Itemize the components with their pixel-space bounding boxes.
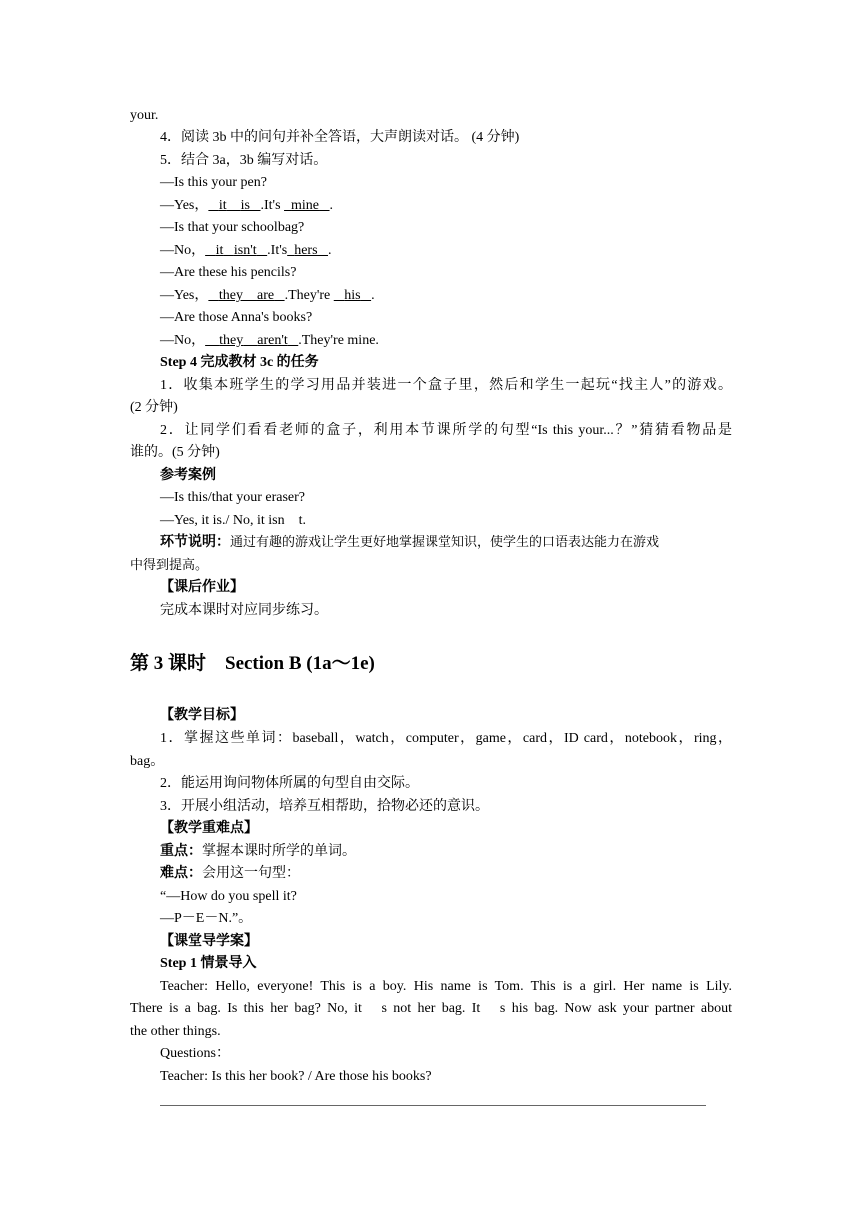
- step-heading: Step 1 情景导入: [160, 956, 257, 971]
- text-line: 1．收集本班学生的学习用品并装进一个盒子里，然后和学生一起玩“找主人”的游戏。: [160, 378, 732, 393]
- dialogue-line: —P－E－N.”。: [160, 911, 253, 926]
- dialogue-line: —Is that your schoolbag?: [160, 220, 305, 235]
- answer-blank: it is: [218, 198, 250, 213]
- answer-blank: mine: [291, 198, 320, 213]
- text-line: 谁的。(5 分钟): [130, 445, 220, 460]
- text-line: your.: [130, 108, 159, 123]
- text-line: Teacher: Hello, everyone! This is a boy. His name is Tom. This is a girl. Her name is Lily.: [160, 979, 732, 994]
- text-line: 完成本课时对应同步练习。: [160, 603, 328, 618]
- text-line: 难点：会用这一句型：: [160, 866, 300, 881]
- text-line: 3．开展小组活动，培养互相帮助，拾物必还的意识。: [160, 799, 489, 814]
- text-line: Teacher: Is this her book? / Are those his books?: [160, 1069, 432, 1084]
- text-line: 2．能运用询问物体所属的句型自由交际。: [160, 776, 419, 791]
- dialogue-line: —Yes， it is .It's mine .: [160, 198, 334, 213]
- text-line: 5．结合 3a，3b 编写对话。: [160, 153, 328, 168]
- text-line: the other things.: [130, 1024, 221, 1039]
- text-line: Questions：: [160, 1046, 230, 1061]
- text-line: bag。: [130, 754, 165, 769]
- text-line: 4．阅读 3b 中的问句并补全答语，大声朗读对话。 (4 分钟): [160, 130, 520, 145]
- note-line: 环节说明：通过有趣的游戏让学生更好地掌握课堂知识，使学生的口语表达能力在游戏: [160, 535, 660, 550]
- section-label: 【教学重难点】: [160, 821, 258, 836]
- text-line: 2．让同学们看看老师的盒子，利用本节课所学的句型“Is this your...？”猜猜看物品是: [160, 423, 732, 438]
- answer-blank: it isn't: [215, 243, 257, 258]
- answer-blank: hers: [294, 243, 318, 258]
- dialogue-line: —No， they aren't .They're mine.: [160, 333, 379, 348]
- answer-blank: his: [344, 288, 361, 303]
- answer-blank: they aren't: [219, 333, 288, 348]
- answer-line: [160, 1105, 706, 1106]
- dialogue-line: —No， it isn't .It's hers .: [160, 243, 332, 258]
- dialogue-line: —Are those Anna's books?: [160, 310, 313, 325]
- sub-heading: 参考案例: [160, 468, 216, 483]
- dialogue-line: —Yes， they are .They're his .: [160, 288, 375, 303]
- text-line: 重点：掌握本课时所学的单词。: [160, 844, 356, 859]
- text-line: 1．掌握这些单词：baseball，watch，computer，game，card，ID card，notebook，ring，: [160, 731, 732, 746]
- dialogue-line: —Are these his pencils?: [160, 265, 297, 280]
- answer-blank: they are: [218, 288, 275, 303]
- note-line: 中得到提高。: [130, 558, 209, 573]
- text-line: There is a bag. Is this her bag? No, it s not her bag. It s his bag. Now ask your partner about: [130, 1001, 732, 1016]
- section-label: 【课堂导学案】: [160, 934, 258, 949]
- dialogue-line: —Yes, it is./ No, it isn t.: [160, 513, 306, 528]
- text-line: (2 分钟): [130, 400, 178, 415]
- lesson-heading: 第 3 课时 Section B (1a～1e): [130, 653, 375, 674]
- step-heading: Step 4 完成教材 3c 的任务: [160, 355, 319, 370]
- dialogue-line: —Is this your pen?: [160, 175, 267, 190]
- dialogue-line: “—How do you spell it?: [160, 889, 297, 904]
- section-label: 【课后作业】: [160, 580, 244, 595]
- dialogue-line: —Is this/that your eraser?: [160, 490, 306, 505]
- section-label: 【教学目标】: [160, 708, 244, 723]
